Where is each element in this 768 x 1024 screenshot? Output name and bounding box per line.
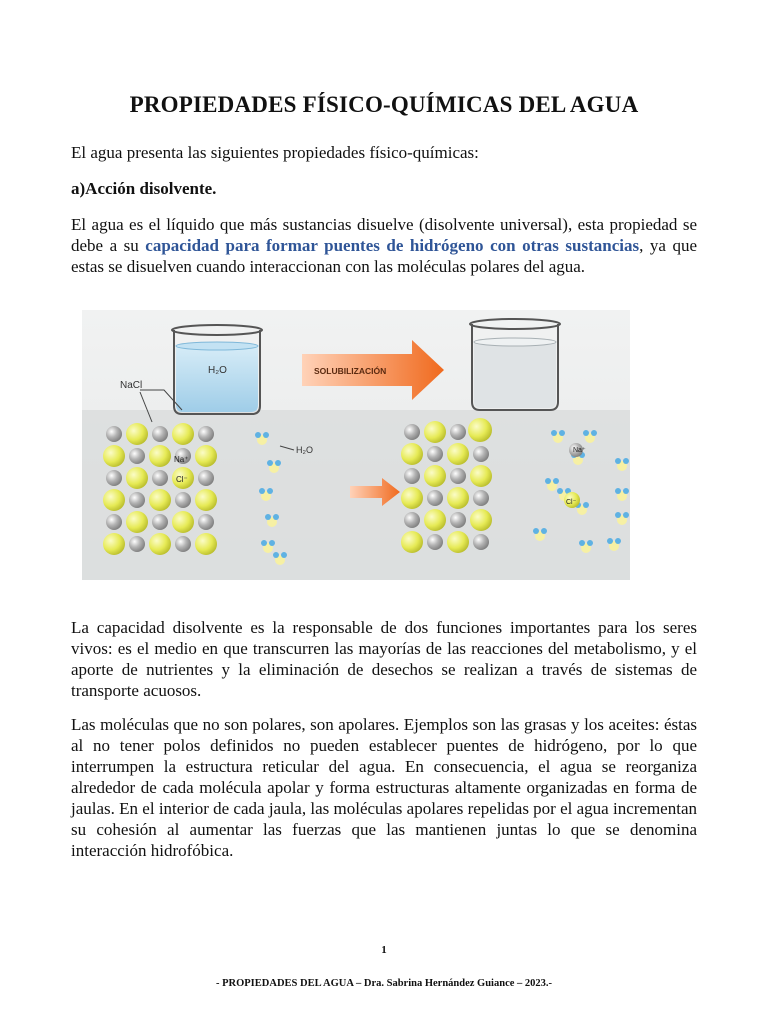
sodium-atom: [427, 490, 443, 506]
sodium-atom: [404, 424, 420, 440]
water-hydrogen: [541, 528, 547, 534]
water-hydrogen: [615, 512, 621, 518]
sodium-atom: [106, 514, 122, 530]
water-hydrogen: [591, 430, 597, 436]
water-hydrogen: [623, 488, 629, 494]
sodium-atom: [427, 534, 443, 550]
chlorine-atom: [103, 445, 125, 467]
chlorine-atom: [195, 533, 217, 555]
sodium-atom: [198, 426, 214, 442]
water-hydrogen: [273, 552, 279, 558]
sodium-atom: [198, 514, 214, 530]
water-hydrogen: [273, 514, 279, 520]
chlorine-atom: [447, 531, 469, 553]
sodium-atom: [106, 470, 122, 486]
water-hydrogen: [259, 488, 265, 494]
sodium-atom: [129, 492, 145, 508]
chlorine-atom: [470, 509, 492, 531]
chlorine-atom: [447, 487, 469, 509]
chlorine-atom: [149, 489, 171, 511]
water-hydrogen: [551, 430, 557, 436]
sodium-atom: [152, 514, 168, 530]
chlorine-atom: [149, 533, 171, 555]
chlorine-atom: [401, 487, 423, 509]
water-hydrogen: [607, 538, 613, 544]
sodium-atom: [473, 446, 489, 462]
solubilization-label: SOLUBILIZACIÓN: [314, 366, 387, 376]
chlorine-atom: [447, 443, 469, 465]
water-hydrogen: [255, 432, 261, 438]
water-hydrogen: [261, 540, 267, 546]
sodium-atom: [129, 448, 145, 464]
chlorine-atom: [172, 511, 194, 533]
sodium-atom: [152, 470, 168, 486]
water-hydrogen: [615, 458, 621, 464]
intro-text: El agua presenta las siguientes propiedades físico-químicas:: [71, 143, 479, 162]
water-hydrogen: [263, 432, 269, 438]
sodium-atom: [175, 492, 191, 508]
water-hydrogen: [275, 460, 281, 466]
chlorine-atom: [103, 489, 125, 511]
chlorine-atom: [126, 467, 148, 489]
water-hydrogen: [583, 502, 589, 508]
water-hydrogen: [545, 478, 551, 484]
water-molecule-label: H₂O: [296, 445, 313, 455]
paragraph-solvent-start: El agua es el líquido que más sustancias disuelve (disolvente universal), esta propiedad se debe a su: [71, 215, 697, 255]
water-hydrogen: [587, 540, 593, 546]
sodium-atom: [473, 490, 489, 506]
sodium-atom: [450, 468, 466, 484]
water-hydrogen: [615, 538, 621, 544]
water-hydrogen: [557, 488, 563, 494]
chlorine-atom: [126, 511, 148, 533]
paragraph-apolar: Las moléculas que no son polares, son apolares. Ejemplos son las grasas y los aceites: éstas al no tener polos definidos no pueden establecer puentes de hidrógeno, por lo que interrumpen la estructura reticular del agua. En consecuencia, el agua se reorganiza alrededor de cada molécula apolar y forma estructuras altamente organizadas en forma de jaulas. En el interior de cada jaula, las moléculas apolares repelidas por el agua incrementan su cohesión al aumentar las fuerzas que las mantienen juntas lo que se denomina interacción hidrofóbica.: [71, 715, 697, 860]
water-hydrogen: [267, 488, 273, 494]
chlorine-atom: [424, 509, 446, 531]
section-heading-a: a)Acción disolvente.: [71, 179, 217, 198]
water-hydrogen: [265, 514, 271, 520]
chlorine-atom: [172, 423, 194, 445]
chlorine-atom: [195, 445, 217, 467]
sodium-atom: [404, 468, 420, 484]
water-hydrogen: [623, 458, 629, 464]
paragraph-solvent: [71, 214, 697, 277]
water-hydrogen: [281, 552, 287, 558]
chlorine-atom: [149, 445, 171, 467]
page-title: PROPIEDADES FÍSICO-QUÍMICAS DEL AGUA: [129, 92, 639, 117]
sodium-atom: [404, 512, 420, 528]
highlighted-phrase: capacidad para formar puentes de hidrógeno con otras sustancias: [145, 236, 640, 255]
sodium-atom: [198, 470, 214, 486]
page-footer: - PROPIEDADES DEL AGUA – Dra. Sabrina Hernández Guiance – 2023.-: [215, 978, 553, 989]
beaker-water-label: H₂O: [208, 365, 227, 376]
water-hydrogen: [269, 540, 275, 546]
na-ion-label: Na⁺: [174, 455, 189, 464]
sodium-atom: [427, 446, 443, 462]
sodium-atom: [473, 534, 489, 550]
sodium-atom: [175, 536, 191, 552]
chlorine-atom: [424, 465, 446, 487]
sodium-atom: [152, 426, 168, 442]
water-hydrogen: [615, 488, 621, 494]
water-hydrogen: [533, 528, 539, 534]
water-hydrogen: [267, 460, 273, 466]
na-ion-label-right: Na⁺: [573, 447, 586, 454]
chlorine-atom: [103, 533, 125, 555]
chlorine-atom: [126, 423, 148, 445]
paragraph-solvent-end: , ya que estas se disuelven cuando interaccionan con las moléculas polares del agua.: [71, 236, 697, 276]
water-hydrogen: [559, 430, 565, 436]
sodium-atom: [106, 426, 122, 442]
water-hydrogen: [553, 478, 559, 484]
paragraph-functions: La capacidad disolvente es la responsable de dos funciones importantes para los seres vivos: es el medio en que transcurren las mayorías de las reacciones del metabolismo, y el aporte de nutrientes y la eliminación de desechos se realizan a través de sistemas de transporte acuosos.: [71, 618, 697, 700]
solubilization-figure: [82, 310, 630, 580]
chlorine-atom: [195, 489, 217, 511]
water-hydrogen: [579, 540, 585, 546]
chlorine-atom: [424, 421, 446, 443]
chlorine-atom: [401, 443, 423, 465]
chlorine-atom: [401, 531, 423, 553]
chlorine-atom: [470, 465, 492, 487]
nacl-label: NaCl: [120, 380, 143, 391]
chlorine-atom: [468, 418, 492, 442]
water-hydrogen: [623, 512, 629, 518]
water-hydrogen: [583, 430, 589, 436]
sodium-atom: [450, 424, 466, 440]
cl-ion-label-right: Cl⁻: [566, 499, 577, 506]
page-number: 1: [381, 944, 387, 956]
sodium-atom: [129, 536, 145, 552]
cl-ion-label: Cl⁻: [176, 475, 188, 484]
sodium-atom: [450, 512, 466, 528]
